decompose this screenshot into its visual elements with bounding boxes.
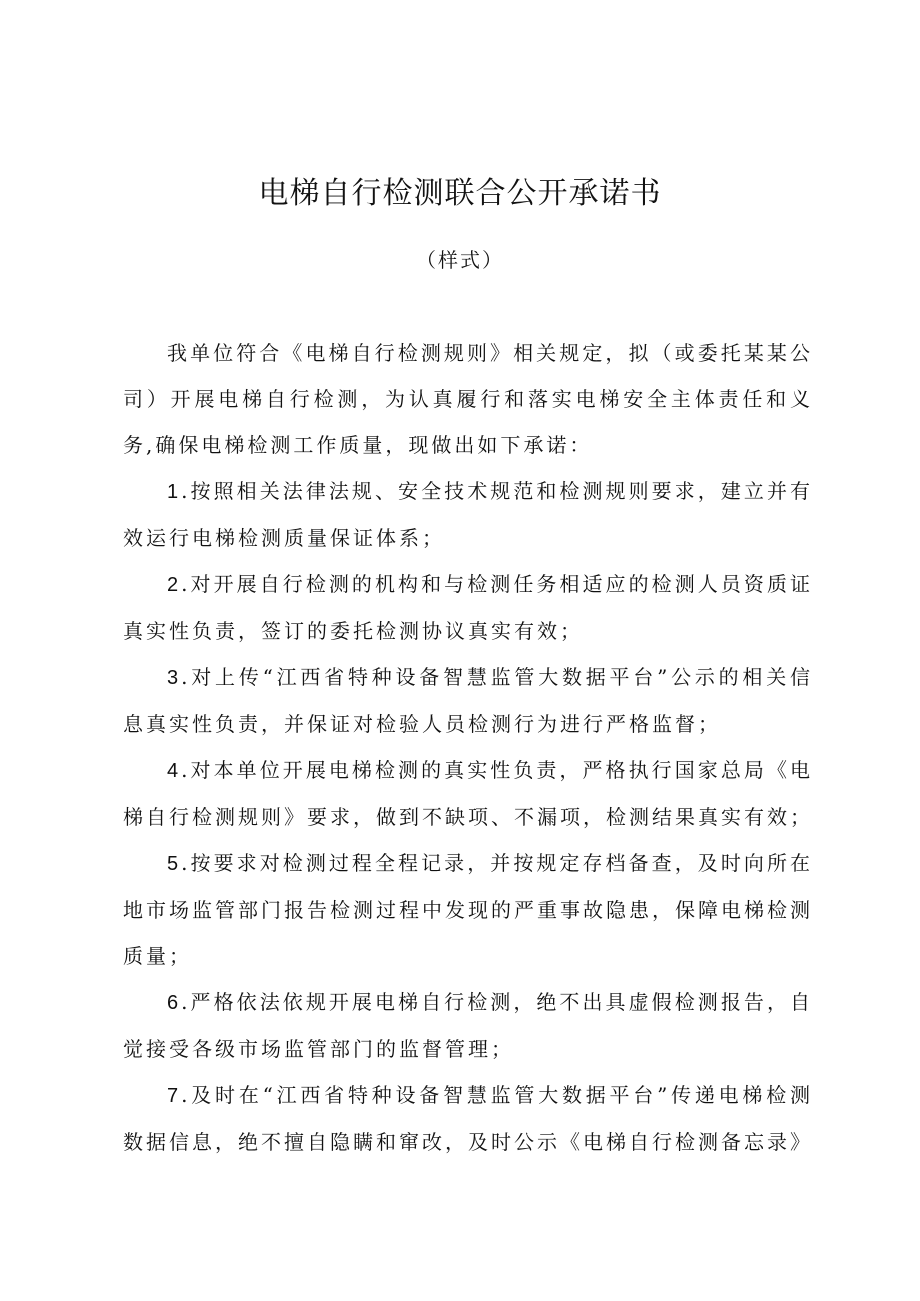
intro-paragraph: 我单位符合《电梯自行检测规则》相关规定，拟（或委托某某公司）开展电梯自行检测，为认真履行和落实电梯安全主体责任和义务,确保电梯检测工作质量，现做出如下承诺：	[123, 341, 813, 457]
item-number: 1	[167, 481, 182, 503]
item-text: .严格依法依规开展电梯自行检测，绝不出具虚假检测报告，自觉接受各级市场监管部门的监督管理；	[123, 990, 813, 1061]
item-number: 5	[167, 853, 182, 875]
commitment-item-7	[123, 1072, 813, 1165]
item-text: .按要求对检测过程全程记录，并按规定存档备查，及时向所在地市场监管部门报告检测过程中发现的严重事故隐患，保障电梯检测质量；	[123, 851, 813, 968]
document-subtitle: （样式）	[416, 248, 504, 272]
item-number: 7	[167, 1085, 182, 1107]
item-text: .及时在“江西省特种设备智慧监管大数据平台”传递电梯检测数据信息，绝不擅自隐瞒和窜改，及时公示《电梯自行检测备忘录》	[123, 1083, 813, 1154]
item-text: .对开展自行检测的机构和与检测任务相适应的检测人员资质证真实性负责，签订的委托检测协议真实有效；	[123, 572, 813, 643]
commitment-item-1	[123, 468, 813, 561]
item-text: .对上传“江西省特种设备智慧监管大数据平台”公示的相关信息真实性负责，并保证对检验人员检测行为进行严格监督；	[123, 665, 813, 736]
item-number: 2	[167, 574, 182, 596]
commitment-item-6	[123, 979, 813, 1072]
item-text: .按照相关法律法规、安全技术规范和检测规则要求，建立并有效运行电梯检测质量保证体系；	[123, 479, 813, 550]
commitment-item-5	[123, 840, 813, 979]
commitment-item-4	[123, 747, 813, 840]
commitment-item-3	[123, 654, 813, 747]
item-number: 4	[167, 760, 182, 782]
commitment-item-2	[123, 561, 813, 654]
document-body	[123, 330, 813, 1165]
document-title: 电梯自行检测联合公开承诺书	[258, 176, 662, 211]
item-number: 3	[167, 667, 182, 689]
item-number: 6	[167, 992, 182, 1014]
item-text: .对本单位开展电梯检测的真实性负责，严格执行国家总局《电梯自行检测规则》要求，做到不缺项、不漏项，检测结果真实有效；	[123, 758, 813, 829]
